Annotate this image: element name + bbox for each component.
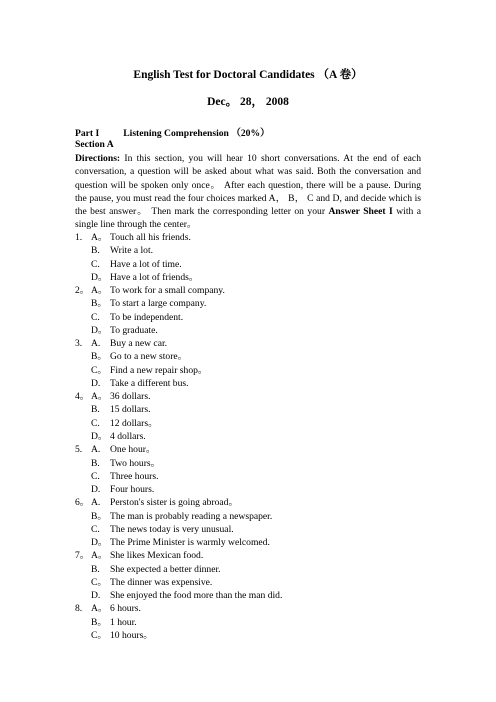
question-option: [75, 311, 421, 324]
question-option: [75, 576, 421, 589]
option-text: Write a lot.: [110, 245, 154, 257]
option-text: Take a different bus.: [110, 377, 189, 389]
option-letter: C.: [91, 523, 100, 535]
question-option: [75, 244, 421, 257]
question-option: [75, 589, 421, 602]
question-option: [75, 430, 421, 443]
question-option: [75, 602, 421, 615]
option-letter: C.: [91, 311, 100, 323]
option-text: She enjoyed the food more than the man did.: [110, 590, 283, 602]
option-letter: B.: [91, 563, 100, 575]
question-number: 5.: [75, 444, 83, 456]
option-text: Go to a new store。: [110, 351, 188, 363]
option-letter: D.: [91, 377, 101, 389]
option-letter: B。: [91, 616, 107, 628]
option-letter: D.: [91, 484, 101, 496]
option-letter: C.: [91, 258, 100, 270]
option-text: The man is probably reading a newspaper.: [110, 510, 273, 522]
question-option: [75, 364, 421, 377]
option-text: 1 hour.: [110, 616, 137, 628]
option-letter: A.: [91, 444, 101, 456]
option-text: To graduate.: [110, 324, 158, 336]
part-label: Part I: [75, 128, 100, 139]
option-letter: B。: [91, 351, 107, 363]
option-text: 36 dollars.: [110, 391, 151, 403]
option-text: Perston's sister is going abroad。: [110, 497, 239, 509]
question-option: [75, 403, 421, 416]
question-option: [75, 563, 421, 576]
option-letter: B。: [91, 510, 107, 522]
question-option: [75, 390, 421, 403]
question-option: [75, 231, 421, 244]
option-letter: A.: [91, 338, 101, 350]
option-letter: C。: [91, 629, 107, 641]
option-text: To work for a small company.: [110, 285, 225, 297]
question-option: [75, 523, 421, 536]
option-letter: A。: [91, 232, 108, 243]
question-option: [75, 549, 421, 562]
question-number: 7。: [75, 550, 90, 562]
option-letter: D。: [91, 271, 108, 283]
directions-paragraph: [75, 152, 421, 232]
option-letter: B.: [91, 457, 100, 469]
directions-text-end: with a single line through the center。: [75, 206, 421, 231]
option-letter: A。: [91, 550, 108, 562]
question-number: 4。: [75, 391, 90, 403]
option-letter: A。: [91, 603, 108, 615]
question-option: [75, 629, 421, 642]
option-letter: B.: [91, 245, 100, 257]
question-option: [75, 324, 421, 337]
option-letter: B。: [91, 298, 107, 310]
question-option: [75, 284, 421, 297]
option-text: 12 dollars。: [110, 417, 158, 429]
question-option: [75, 470, 421, 483]
option-text: Four hours.: [110, 484, 155, 496]
option-text: She expected a better dinner.: [110, 563, 221, 575]
question-option: [75, 297, 421, 310]
option-letter: C.: [91, 417, 100, 429]
option-letter: C.: [91, 470, 100, 482]
option-letter: A.: [91, 497, 101, 509]
option-letter: C。: [91, 364, 107, 376]
option-text: Three hours.: [110, 470, 159, 482]
question-option: [75, 457, 421, 470]
option-text: One hour。: [110, 444, 156, 456]
option-text: To be independent.: [110, 311, 184, 323]
option-text: Have a lot of time.: [110, 258, 182, 270]
option-text: Touch all his friends.: [110, 232, 191, 243]
option-letter: A。: [91, 391, 108, 403]
option-text: The news today is very unusual.: [110, 523, 234, 535]
option-text: 6 hours.: [110, 603, 141, 615]
question-option: [75, 377, 421, 390]
document-date: Dec。 28， 2008: [207, 96, 289, 108]
option-letter: D.: [91, 590, 101, 602]
question-option: [75, 350, 421, 363]
question-option: [75, 616, 421, 629]
question-option: [75, 443, 421, 456]
question-option: [75, 417, 421, 430]
part-heading: [75, 125, 270, 139]
option-text: Buy a new car.: [110, 338, 168, 350]
option-letter: B.: [91, 404, 100, 416]
option-letter: A。: [91, 285, 108, 297]
option-text: Two hours。: [110, 457, 161, 469]
option-letter: D。: [91, 324, 108, 336]
option-text: To start a large company.: [110, 298, 207, 310]
question-number: 6。: [75, 497, 90, 509]
question-number: 1.: [75, 232, 83, 243]
option-letter: C。: [91, 576, 107, 588]
question-option: [75, 483, 421, 496]
question-option: [75, 496, 421, 509]
option-text: Find a new repair shop。: [110, 364, 208, 376]
part-name: Listening Comprehension （20%）: [123, 128, 270, 139]
question-option: [75, 510, 421, 523]
question-option: [75, 258, 421, 271]
section-heading: Section A: [75, 139, 114, 150]
option-text: The dinner was expensive.: [110, 576, 213, 588]
question-number: 8.: [75, 603, 83, 615]
question-option: [75, 337, 421, 350]
option-letter: D。: [91, 430, 108, 442]
option-text: She likes Mexican food.: [110, 550, 204, 562]
option-text: The Prime Minister is warmly welcomed.: [110, 537, 270, 549]
option-text: 10 hours。: [110, 629, 153, 641]
option-text: 4 dollars.: [110, 430, 146, 442]
answer-sheet-label: Answer Sheet I: [328, 206, 393, 218]
option-letter: D。: [91, 537, 108, 549]
document-title: English Test for Doctoral Candidates （A 卷）: [133, 69, 363, 81]
option-text: 15 dollars.: [110, 404, 151, 416]
option-text: Have a lot of friends。: [110, 271, 199, 283]
question-list: [75, 231, 421, 642]
directions-text: In this section, you will hear 10 short conversations. At the end of each conversation, a question will be asked about what was said. Both the conversation and question will be spoken only once。 After each question, there will be a pause. During the pause, you must read the four choices marked A， B， C and D, and decide which is the best answer。 Then mark the corresponding letter on your: [75, 153, 421, 218]
directions-label: Directions:: [75, 153, 121, 164]
question-option: [75, 271, 421, 284]
question-number: 2。: [75, 285, 90, 297]
question-number: 3.: [75, 338, 83, 350]
question-option: [75, 536, 421, 549]
